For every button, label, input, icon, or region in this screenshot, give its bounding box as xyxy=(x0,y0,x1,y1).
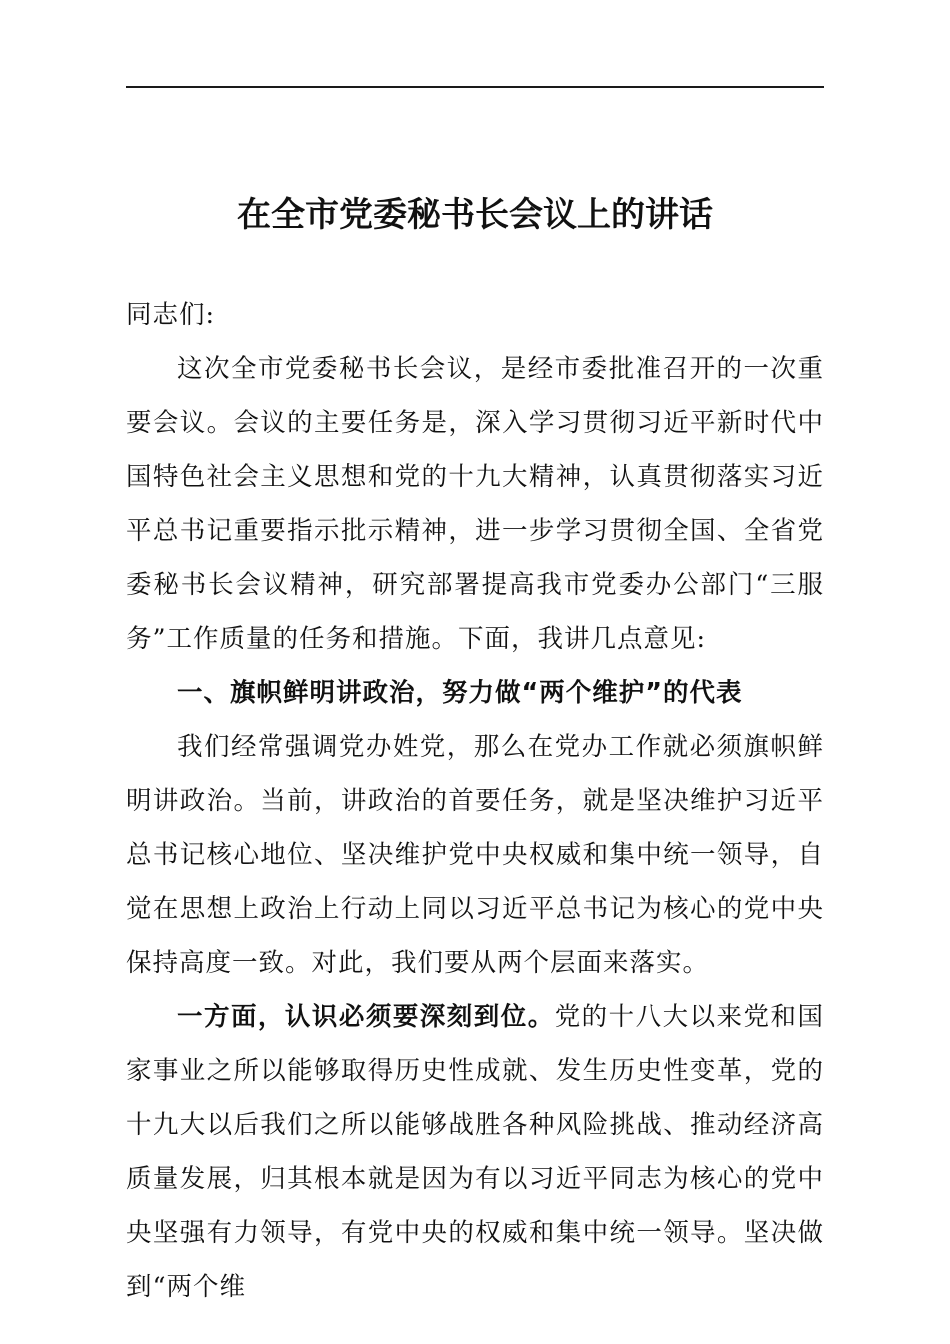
paragraph-text: 党的十八大以来党和国家事业之所以能够取得历史性成就、发生历史性变革，党的十九大以后我们之所以能够战胜各种风险挑战、推动经济高质量发展，归其根本就是因为有以习近平同志为核心的党中央坚强有力领导，有党中央的权威和集中统一领导。坚决做到“两个维 xyxy=(126,1002,824,1302)
paragraph-lead: 一方面，认识必须要深刻到位。 xyxy=(177,1002,555,1032)
salutation: 同志们: xyxy=(126,300,216,330)
document-body xyxy=(126,288,824,1314)
section-heading-1: 一、旗帜鲜明讲政治，努力做“两个维护”的代表 xyxy=(177,678,743,708)
header-rule xyxy=(126,86,824,88)
document-title: 在全市党委秘书长会议上的讲话 xyxy=(237,195,713,235)
paragraph-intro: 这次全市党委秘书长会议，是经市委批准召开的一次重要会议。会议的主要任务是，深入学习贯彻习近平新时代中国特色社会主义思想和党的十九大精神，认真贯彻落实习近平总书记重要指示批示精神，进一步学习贯彻全国、全省党委秘书长会议精神，研究部署提高我市党委办公部门“三服务”工作质量的任务和措施。下面，我讲几点意见: xyxy=(126,354,824,654)
paragraph-politics: 我们经常强调党办姓党，那么在党办工作就必须旗帜鲜明讲政治。当前，讲政治的首要任务，就是坚决维护习近平总书记核心地位、坚决维护党中央权威和集中统一领导，自觉在思想上政治上行动上同以习近平总书记为核心的党中央保持高度一致。对此，我们要从两个层面来落实。 xyxy=(126,732,824,978)
paragraph-understanding xyxy=(126,990,824,1314)
